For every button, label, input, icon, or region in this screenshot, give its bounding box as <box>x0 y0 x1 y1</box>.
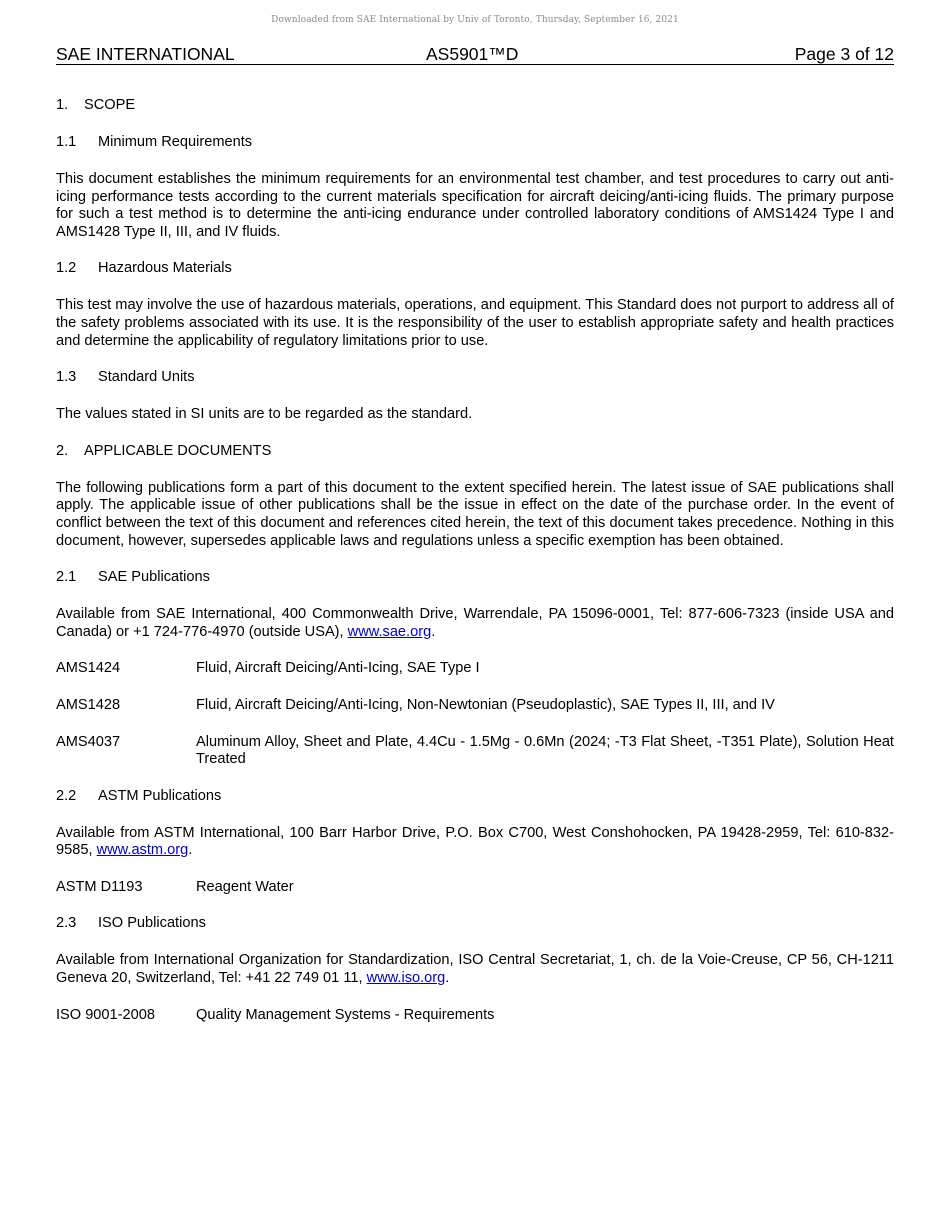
subsection-heading-minimum-requirements <box>56 134 894 152</box>
reference-code: ISO 9001-2008 <box>56 1006 155 1023</box>
section-title: Minimum Requirements <box>98 134 253 150</box>
header-document-number: AS5901™D <box>426 44 519 64</box>
section-number: 1. <box>56 97 69 113</box>
availability-text: Available from International Organization for Standardization, ISO Central Secretariat, 1, ch. de la Voie-Creuse, CP 56, CH-1211 Geneva 20, Switzerland, Tel: +41 22 749 01 11, <box>56 952 894 987</box>
paragraph-applicable-documents: The following publications form a part of this document to the extent specified herein. The latest issue of SAE publications shall apply. The applicable issue of other publications shall be the issue in effect on the date of the purchase order. In the event of conflict between the text of this document and references cited herein, the text of this document takes precedence. Nothing in this document, however, supersedes applicable laws and regulations unless a specific exemption has been obtained. <box>56 479 894 549</box>
section-title: ISO Publications <box>98 915 206 932</box>
subsection-heading-iso-publications <box>56 915 894 933</box>
reference-description: Fluid, Aircraft Deicing/Anti-Icing, SAE Type I <box>196 660 480 677</box>
paragraph-sae-availability <box>56 606 894 641</box>
header-page-number: Page 3 of 12 <box>794 44 894 64</box>
paragraph-iso-availability <box>56 952 894 987</box>
section-title: ASTM Publications <box>98 787 222 804</box>
subsection-heading-sae-publications <box>56 569 894 587</box>
section-title: SCOPE <box>84 97 136 113</box>
sentence-end: . <box>445 970 450 987</box>
reference-code: ASTM D1193 <box>56 878 143 895</box>
section-title: APPLICABLE DOCUMENTS <box>84 442 272 459</box>
reference-code: AMS4037 <box>56 733 121 750</box>
section-number: 2. <box>56 442 69 459</box>
download-watermark: Downloaded from SAE International by Univ of Toronto, Thursday, September 16, 2021 <box>271 15 679 25</box>
page-header <box>56 44 894 65</box>
reference-entry <box>56 697 894 715</box>
availability-text: Available from ASTM International, 100 Barr Harbor Drive, P.O. Box C700, West Conshohocken, PA 19428-2959, Tel: 610-832-9585, <box>56 824 894 859</box>
subsection-heading-hazardous-materials <box>56 260 894 278</box>
section-title: Standard Units <box>98 369 195 386</box>
availability-text: Available from SAE International, 400 Commonwealth Drive, Warrendale, PA 15096-0001, Tel: 877-606-7323 (inside USA and Canada) or +1 724-776-4970 (outside USA), <box>56 606 894 640</box>
sentence-end: . <box>188 842 193 859</box>
paragraph-astm-availability <box>56 825 894 860</box>
section-title: Hazardous Materials <box>98 260 232 277</box>
section-number: 1.3 <box>56 369 77 386</box>
section-number: 1.1 <box>56 134 77 150</box>
reference-entry <box>56 1007 894 1025</box>
reference-entry <box>56 660 894 678</box>
section-number: 2.3 <box>56 915 77 932</box>
document-body <box>56 97 894 1024</box>
reference-code: AMS1428 <box>56 696 121 713</box>
section-heading-scope <box>56 97 894 115</box>
paragraph-minimum-requirements: This document establishes the minimum requirements for an environmental test chamber, and test procedures to carry out anti-icing performance tests according to the current materials specification for aircraft deicing/anti-icing fluids. The primary purpose for such a test method is to determine the anti-icing endurance under controlled laboratory conditions of AMS1424 Type I and AMS1428 Type II, III, and IV fluids. <box>56 171 894 240</box>
sae-website-link[interactable]: www.sae.org <box>347 623 432 640</box>
reference-entry <box>56 734 894 769</box>
subsection-heading-astm-publications <box>56 788 894 806</box>
section-number: 1.2 <box>56 260 77 277</box>
paragraph-hazardous-materials: This test may involve the use of hazardous materials, operations, and equipment. This Standard does not purport to address all of the safety problems associated with its use. It is the responsibility of the user to establish appropriate safety and health practices and determine the applicability of regulatory limitations prior to use. <box>56 297 894 349</box>
reference-description: Quality Management Systems - Requirements <box>196 1006 495 1023</box>
reference-description: Aluminum Alloy, Sheet and Plate, 4.4Cu - 1.5Mg - 0.6Mn (2024; -T3 Flat Sheet, -T351 Plate), Solution Heat Treated <box>196 733 894 768</box>
sentence-end: . <box>431 623 436 640</box>
header-org: SAE INTERNATIONAL <box>56 44 235 64</box>
iso-website-link[interactable]: www.iso.org <box>366 970 446 987</box>
section-number: 2.1 <box>56 569 77 586</box>
subsection-heading-standard-units <box>56 369 894 387</box>
reference-description: Reagent Water <box>196 878 294 895</box>
reference-description: Fluid, Aircraft Deicing/Anti-Icing, Non-Newtonian (Pseudoplastic), SAE Types II, III, and IV <box>196 696 775 713</box>
astm-website-link[interactable]: www.astm.org <box>96 842 189 859</box>
section-heading-applicable-documents <box>56 443 894 461</box>
reference-entry <box>56 879 894 897</box>
section-title: SAE Publications <box>98 569 210 586</box>
paragraph-standard-units: The values stated in SI units are to be regarded as the standard. <box>56 406 473 423</box>
section-number: 2.2 <box>56 787 77 804</box>
reference-code: AMS1424 <box>56 660 121 677</box>
